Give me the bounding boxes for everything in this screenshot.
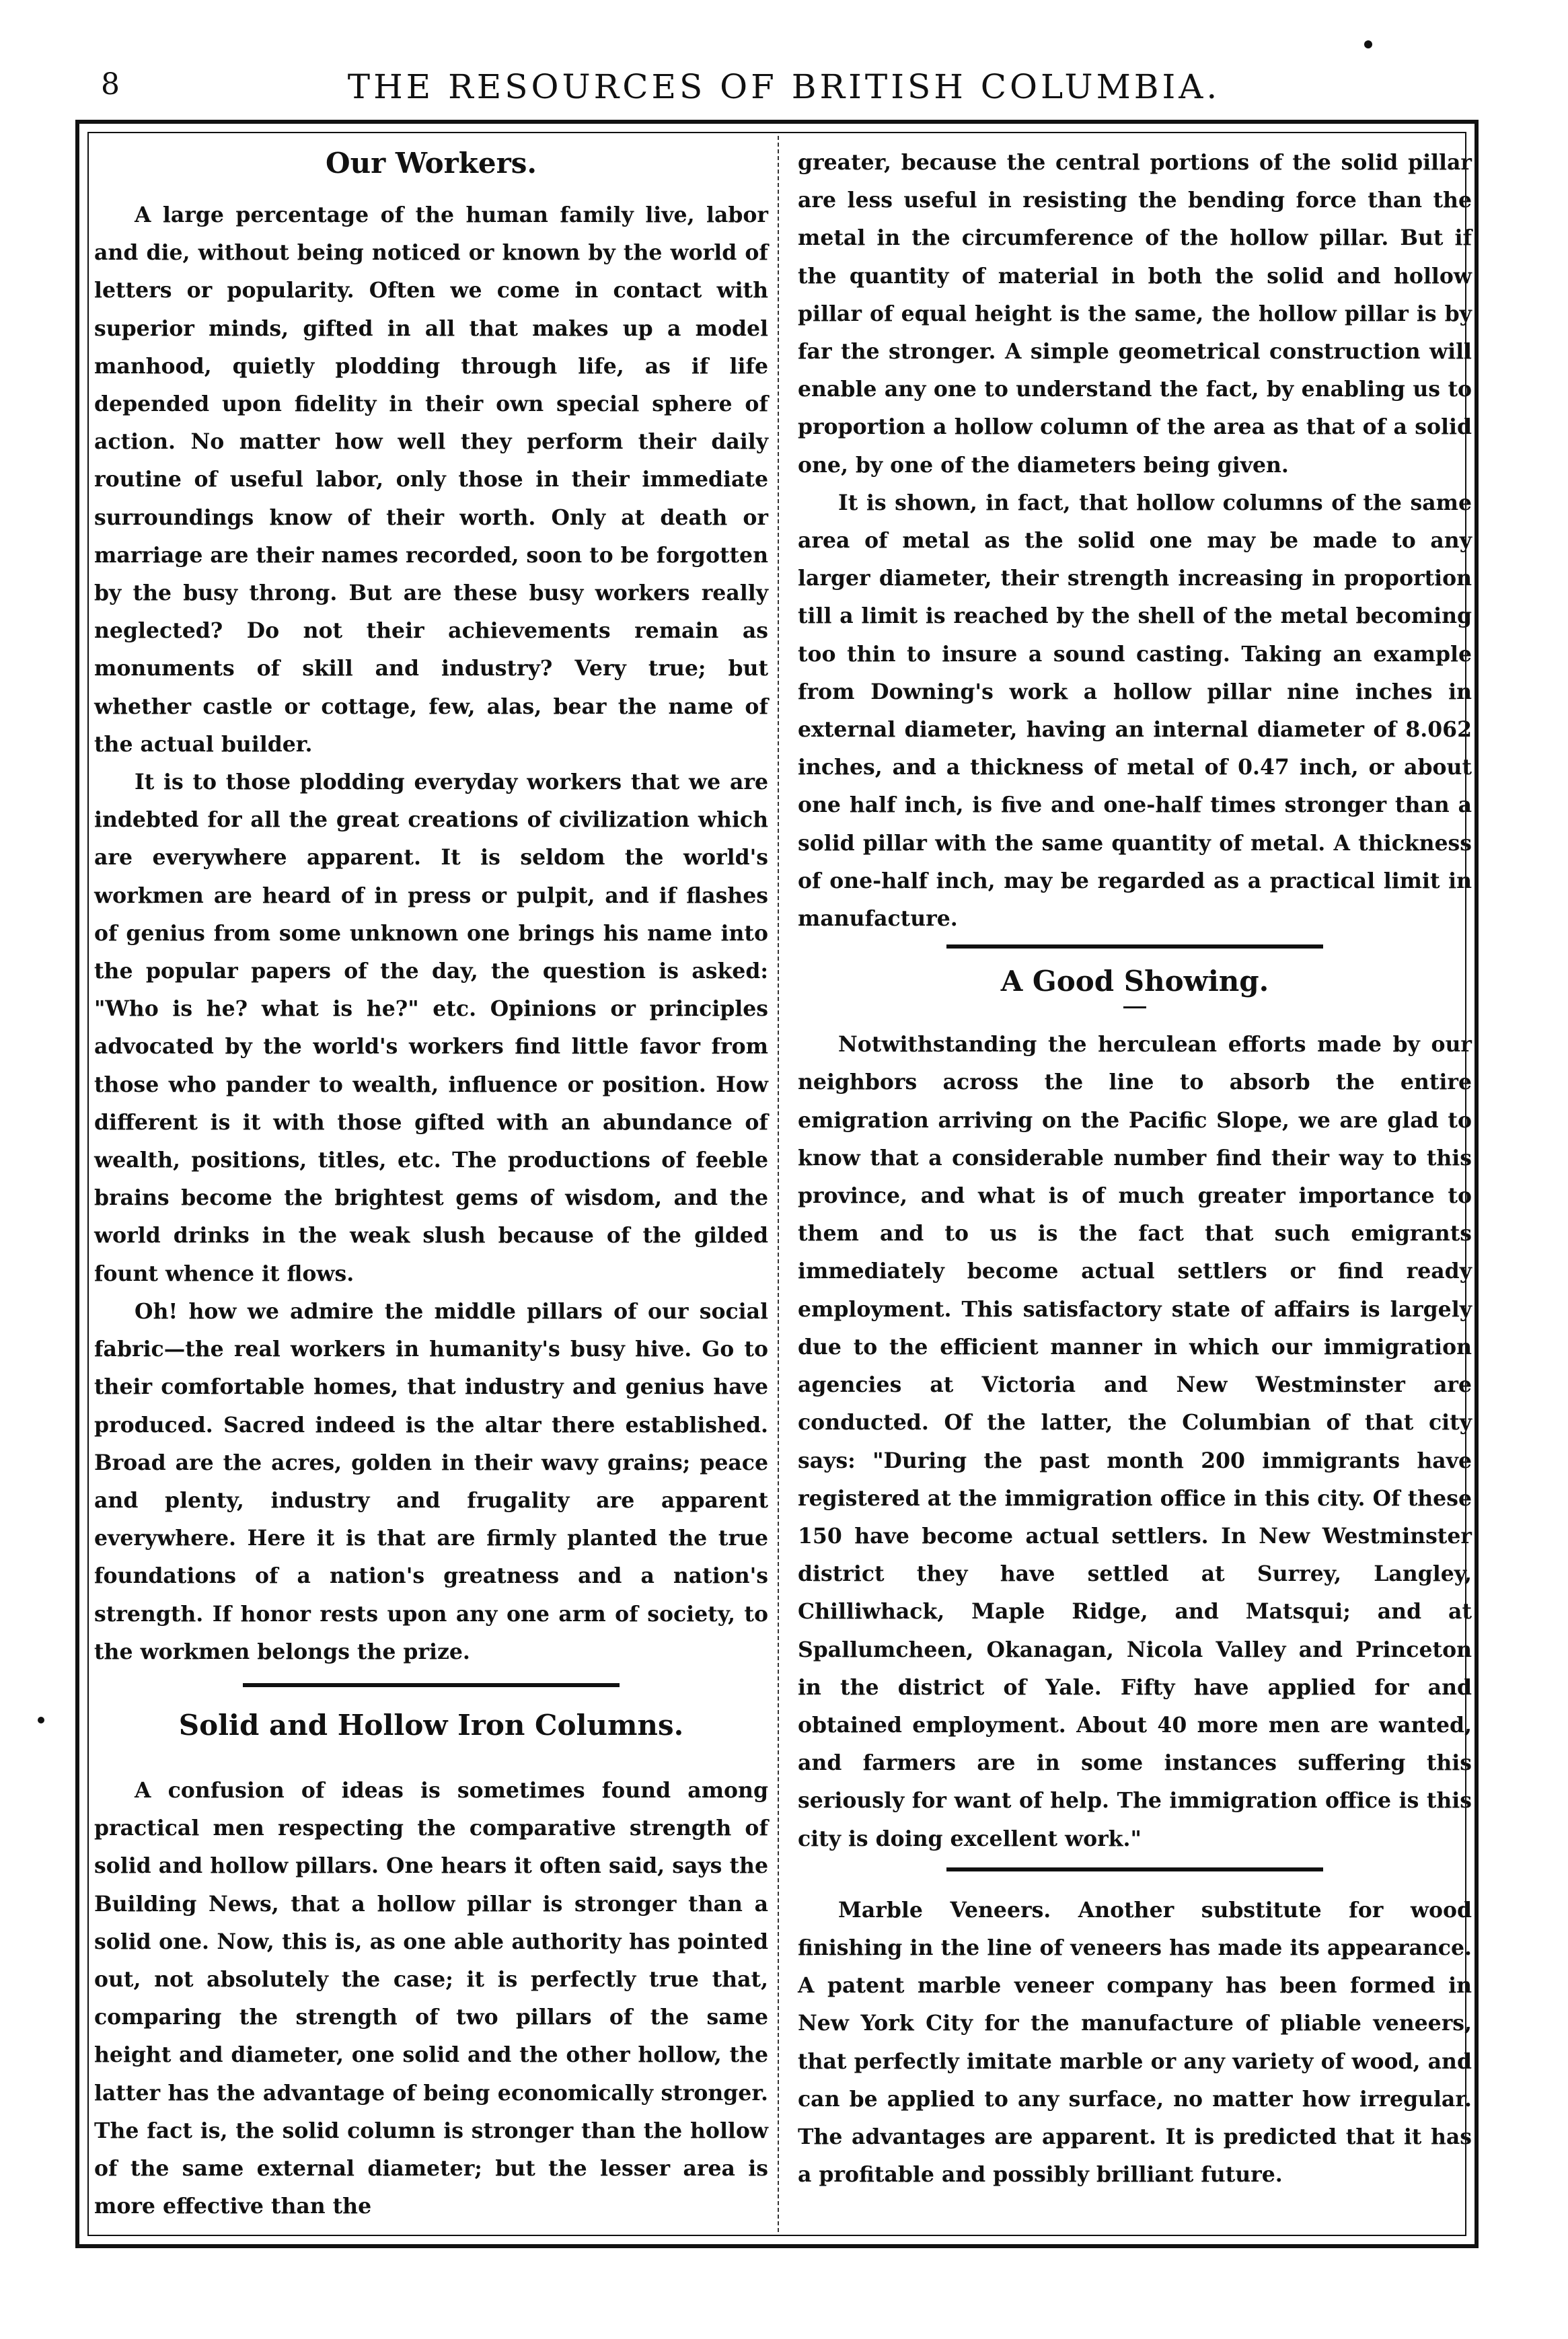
- page-header: [0, 67, 1568, 114]
- article-title-good-showing: A Good Showing.: [1000, 965, 1269, 998]
- section-rule: [243, 1683, 620, 1687]
- article-paragraph: Marble Veneers. Another substitute for wood finishing in the line of veneers has made its appearance. A patent marble veneer company has been formed in New York City for the manufacture of pliable veneers, that perfectly imitate marble or any variety of wood, and can be applied to any surface, no matter how irregular. The advantages are apparent. It is predicted that it has a profitable and possibly brilliant future.: [798, 1897, 1472, 2188]
- article-paragraph: Notwithstanding the herculean efforts made by our neighbors across the line to absorb the entire emigration arriving on the Pacific Slope, we are glad to know that a considerable number find their way to this province, and what is of much greater importance to them and to us is the fact that such emigrants immediately become actual settlers or find ready employment. This satisfactory state of affairs is largely due to the efficient manner in which our immigration agencies at Victoria and New Westminster are conducted. Of the latter, the Columbian of that city says: "During the past month 200 immigrants have registered at the immigration office in this city. Of these 150 have become actual settlers. In New Westminster district they have settled at Surrey, Langley, Chilliwhack, Maple Ridge, and Matsqui; and at Spallumcheen, Okanagan, Nicola Valley and Princeton in the district of Yale. Fifty have applied for and obtained employment. About 40 more men are wanted, and farmers are in some instances suffering this seriously for want of help. The immigration office is this city is doing excellent work.": [798, 1032, 1472, 1851]
- article-paragraph: A large percentage of the human family live, labor and die, without being noticed or known by the world of letters or popularity. Often we come in contact with superior minds, gifted in all that makes up a model manhood, quietly plodding through life, as if life depended upon fidelity in their own special sphere of action. No matter how well they perform their daily routine of useful labor, only those in their immediate surroundings know of their worth. Only at death or marriage are their names recorded, soon to be forgotten by the busy throng. But are these busy workers really neglected? Do not their achievements remain as monuments of skill and industry? Very true; but whether castle or cottage, few, alas, bear the name of the actual builder.: [94, 202, 768, 757]
- ink-speck: [1364, 40, 1372, 48]
- column-divider: [778, 136, 779, 2232]
- article-paragraph: It is to those plodding everyday workers that we are indebted for all the great creations of civilization which are everywhere apparent. It is seldom the world's workmen are heard of in press or pulpit, and if flashes of genius from some unknown one brings his name into the popular papers of the day, the question is asked: "Who is he? what is he?" etc. Opinions or principles advocated by the world's workers find little favor from those who pander to wealth, influence or position. How different is it with those gifted with an abundance of wealth, positions, titles, etc. The productions of feeble brains become the brightest gems of wisdom, and the world drinks in the weak slush because of the gilded fount whence it flows.: [94, 770, 768, 1286]
- article-paragraph: Oh! how we admire the middle pillars of our social fabric—the real workers in humanity's busy hive. Go to their comfortable homes, that industry and genius have produced. Sacred indeed is the altar there established. Broad are the acres, golden in their wavy grains; peace and plenty, industry and frugality are apparent everywhere. Here it is that are firmly planted the true foundations of a nation's greatness and a nation's strength. If honor rests upon any one arm of society, to the workmen belongs the prize.: [94, 1298, 768, 1664]
- article-title-our-workers: Our Workers.: [326, 147, 537, 180]
- ornament-dash: [1123, 1006, 1146, 1008]
- article-title-iron-columns: Solid and Hollow Iron Columns.: [178, 1708, 684, 1742]
- article-paragraph: A confusion of ideas is sometimes found among practical men respecting the comparative strength of solid and hollow pillars. One hears it often said, says the Building News, that a hollow pillar is stronger than a solid one. Now, this is, as one able authority has pointed out, not absolutely the case; it is perfectly true that, comparing the strength of two pillars of the same height and diameter, one solid and the other hollow, the latter has the advantage of being economically stronger. The fact is, the solid column is stronger than the hollow of the same external diameter; but the lesser area is more effective than the: [94, 1777, 768, 2219]
- ink-speck: [38, 1717, 44, 1723]
- right-column: [798, 144, 1472, 2194]
- section-rule: [946, 944, 1323, 949]
- running-title: THE RESOURCES OF BRITISH COLUMBIA.: [347, 67, 1221, 106]
- section-rule: [946, 1867, 1323, 1871]
- article-paragraph: greater, because the central portions of the solid pillar are less useful in resisting the bending force than the metal in the circumference of the hollow pillar. But if the quantity of material in both the solid and hollow pillar of equal height is the same, the hollow pillar is by far the stronger. A simple geometrical construction will enable any one to understand the fact, by enabling us to proportion a hollow column of the area as that of a solid one, by one of the diameters being given.: [798, 150, 1472, 478]
- page-border: [75, 120, 1479, 2248]
- left-column: [94, 144, 768, 2225]
- article-paragraph: It is shown, in fact, that hollow columns of the same area of metal as the solid one may be made to any larger diameter, their strength increasing in proportion till a limit is reached by the shell of the metal becoming too thin to insure a sound casting. Taking an example from Downing's work a hollow pillar nine inches in external diameter, having an internal diameter of 8.062 inches, and a thickness of metal of 0.47 inch, or about one half inch, is five and one-half times stronger than a solid pillar with the same quantity of metal. A thickness of one-half inch, may be regarded as a practical limit in manufacture.: [798, 490, 1472, 932]
- page-number: 8: [101, 67, 120, 102]
